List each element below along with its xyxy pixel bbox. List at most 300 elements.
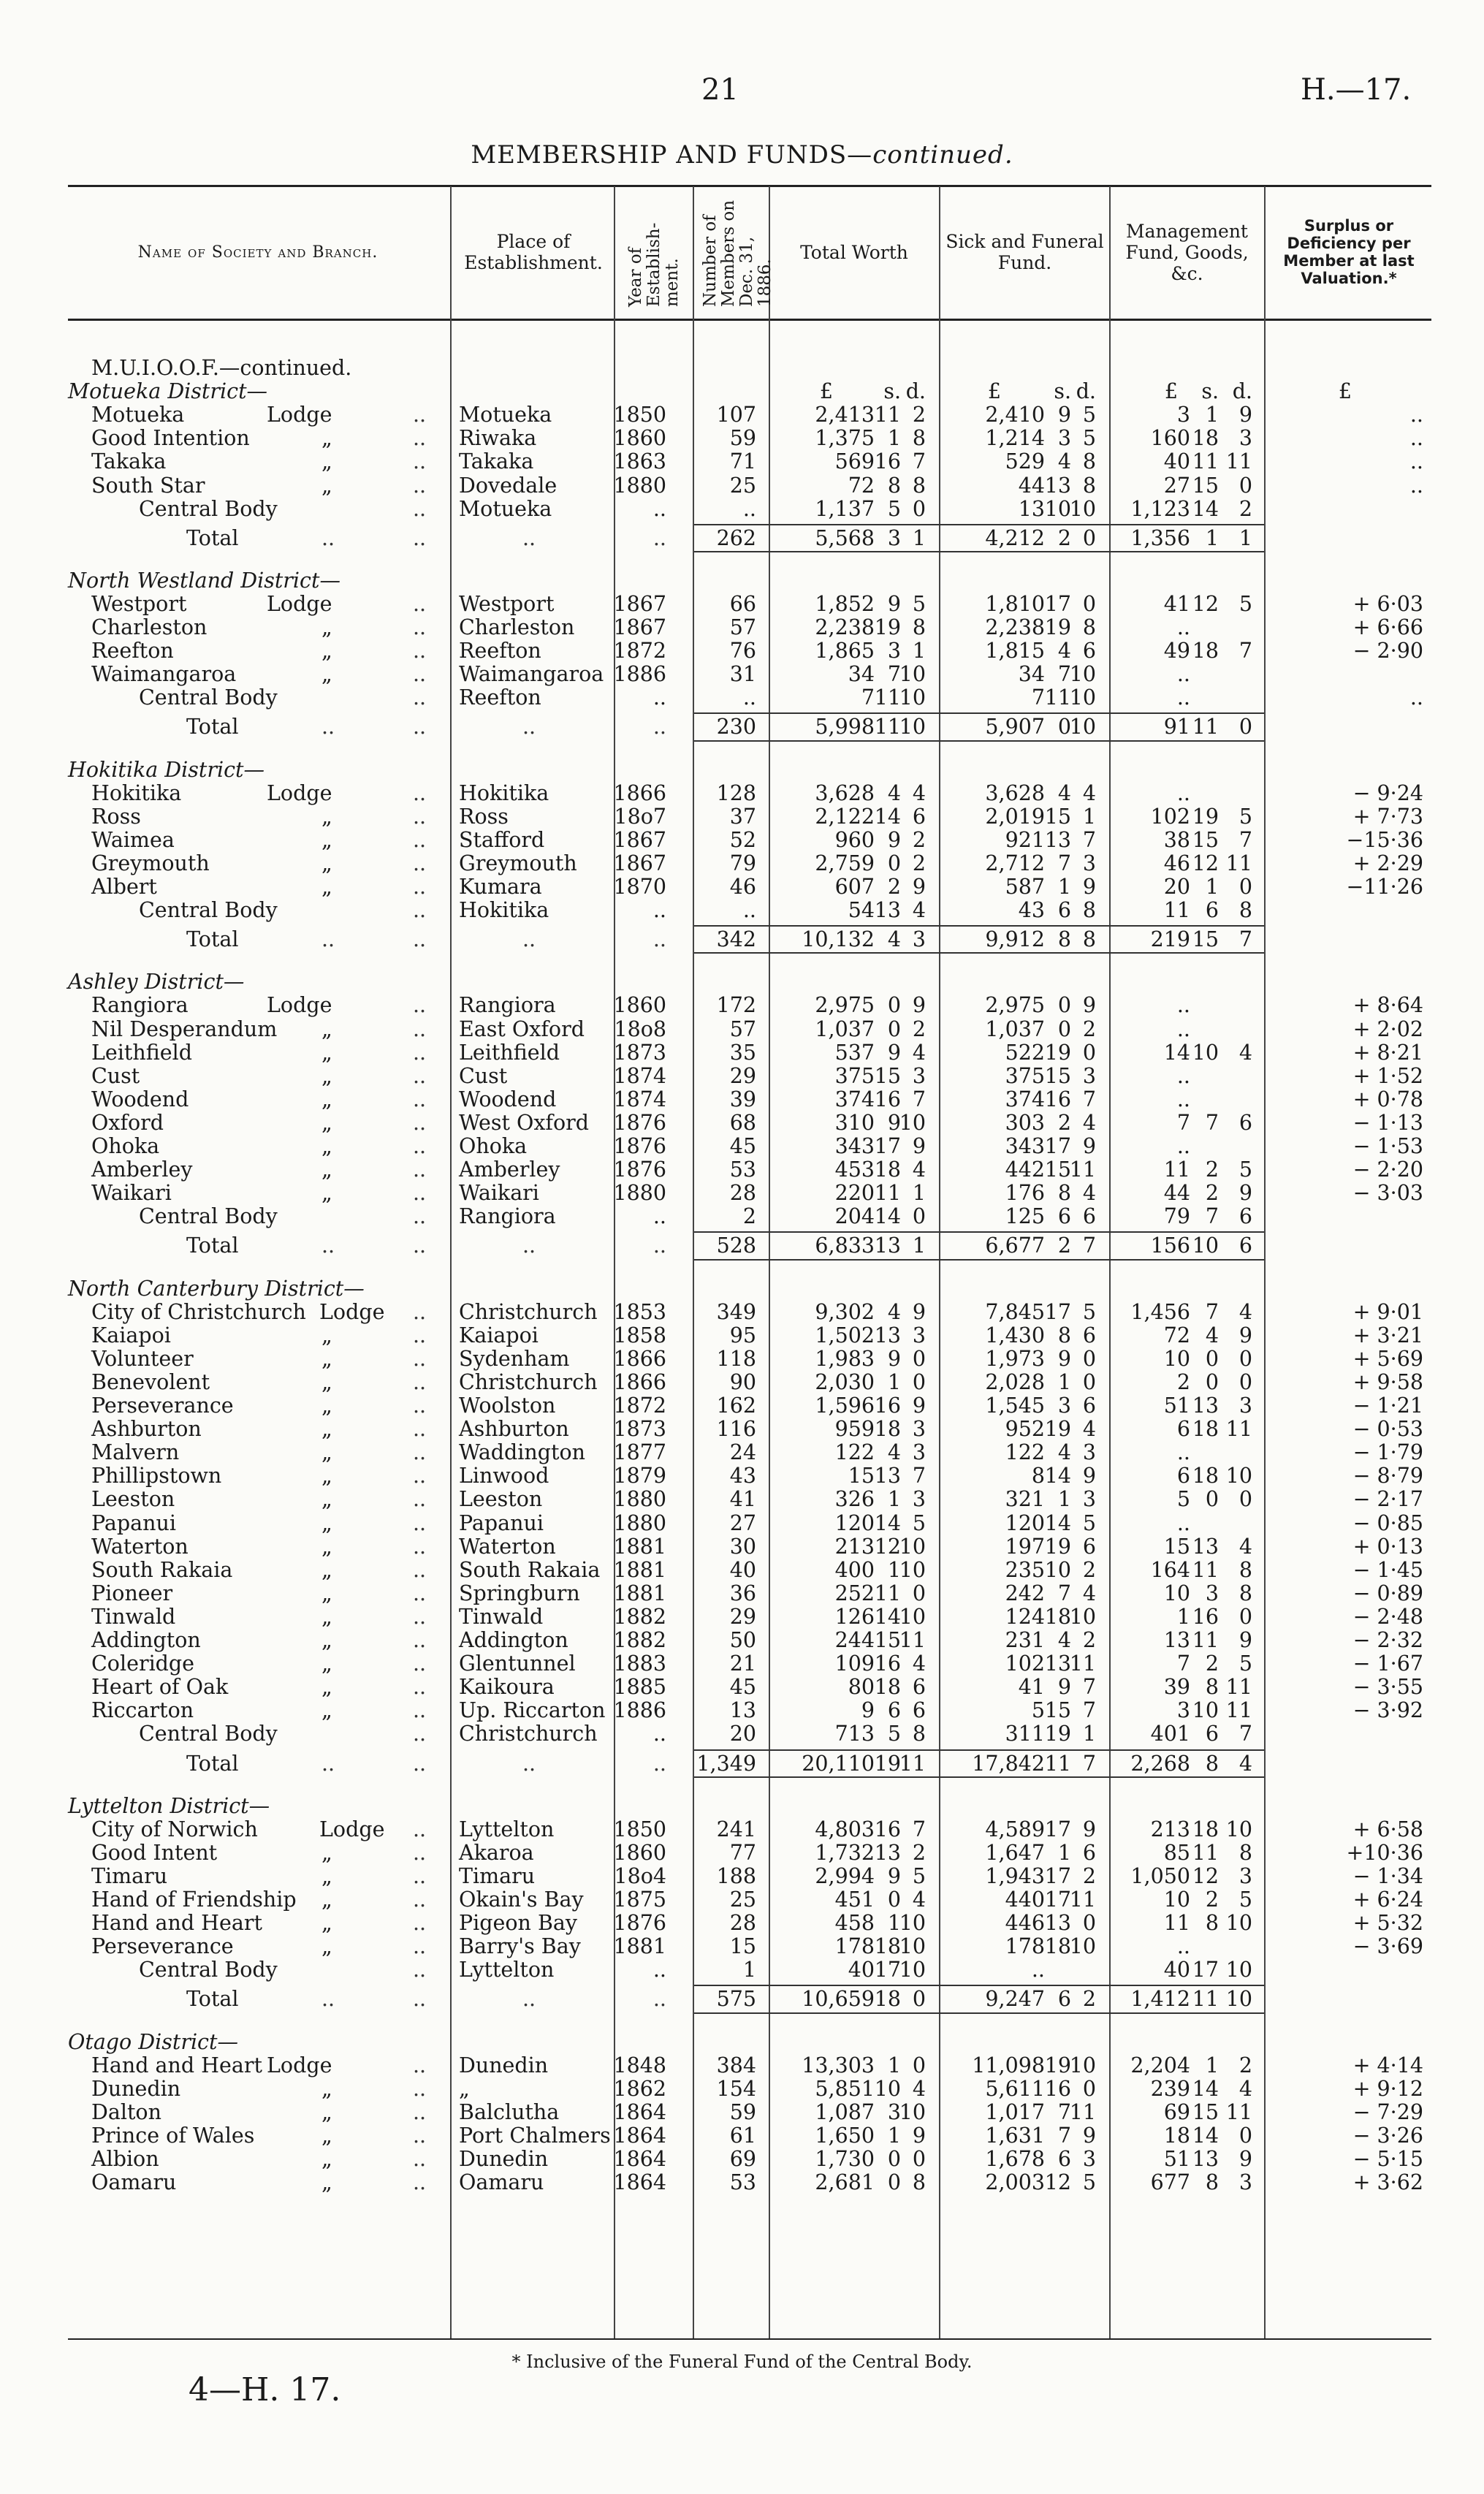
leader-dots: .. [413, 804, 427, 829]
branch-name: Pioneer [91, 1581, 173, 1605]
table-row [0, 851, 1484, 875]
worth-s-symbol: s. [883, 379, 901, 404]
leader-dots: .. [413, 1299, 427, 1324]
year: 1881 [613, 1581, 666, 1605]
sick-pounds: 43 [1018, 898, 1045, 923]
surplus: + 6·24 [1352, 1887, 1423, 1912]
surplus: + 8·21 [1352, 1040, 1423, 1065]
table-row [0, 1204, 1484, 1228]
worth-pence: 11 [899, 1628, 926, 1652]
worth-pence: 0 [912, 496, 926, 521]
place: Amberley [459, 1157, 560, 1182]
members: 71 [729, 449, 756, 474]
members: 241 [716, 1817, 756, 1841]
place: Woolston [459, 1394, 556, 1418]
leader-dots: .. [413, 639, 427, 664]
mgmt-pounds: 69 [1163, 2099, 1190, 2124]
mgmt-pounds: 39 [1163, 1675, 1190, 1700]
members: 21 [729, 1651, 756, 1676]
sick-pence: 8 [1082, 449, 1096, 474]
place: Stafford [459, 827, 545, 852]
worth-shillings: 1 [887, 1557, 901, 1582]
mgmt-shillings: 2 [1205, 1157, 1219, 1182]
total-sick-pounds: 4,212 [985, 525, 1045, 550]
sick-pounds: 122 [1005, 1440, 1045, 1465]
title-main: MEMBERSHIP AND FUNDS— [471, 140, 873, 170]
place: Takaka [459, 449, 534, 474]
mgmt-pence: 6 [1238, 1204, 1252, 1229]
worth-pence: 0 [912, 1581, 926, 1605]
table-row [0, 1370, 1484, 1394]
total-label: Total [186, 715, 239, 740]
sick-d-symbol: d. [1076, 379, 1096, 404]
total-row [0, 526, 1484, 550]
year: 1881 [613, 1534, 666, 1559]
total-worth-pence: 1 [912, 525, 926, 550]
mgmt-pence: 11 [1225, 1698, 1252, 1723]
mgmt-shillings: 11 [1192, 1557, 1219, 1582]
mgmt-d-symbol: d. [1232, 379, 1252, 404]
branch-name: Perseverance [91, 1394, 234, 1418]
district-heading: Hokitika District— [68, 757, 265, 782]
year: 18o4 [614, 1863, 666, 1888]
worth-pence: 5 [912, 591, 926, 616]
leader-dots: .. [413, 780, 427, 805]
leader-dots: .. [522, 1751, 536, 1776]
sick-pounds: 7,845 [985, 1299, 1045, 1324]
sick-shillings: 19 [1044, 2053, 1071, 2077]
total-members: 342 [716, 927, 756, 952]
branch-name: Albion [91, 2147, 159, 2171]
year: 1860 [613, 1840, 666, 1865]
members: 52 [729, 827, 756, 852]
mgmt-shillings: 1 [1205, 403, 1219, 427]
sick-shillings: 12 [1044, 2170, 1071, 2195]
year: 18o7 [614, 804, 666, 829]
branch-name: Charleston [91, 615, 208, 639]
surplus: − 5·15 [1352, 2147, 1423, 2171]
total-mgmt-pounds: 1,412 [1130, 1987, 1190, 2012]
mgmt-pence: 10 [1225, 1464, 1252, 1489]
district-heading-row [0, 2030, 1484, 2053]
worth-pence: 8 [912, 615, 926, 639]
table-row [0, 403, 1484, 426]
worth-shillings: 1 [887, 426, 901, 451]
sick-pence: 3 [1082, 1063, 1096, 1088]
table-row [0, 1722, 1484, 1745]
worth-pence: 2 [912, 1840, 926, 1865]
mgmt-shillings: 4 [1205, 1323, 1219, 1347]
sick-shillings: 13 [1044, 827, 1071, 852]
header-surplus: Surplus or Deficiency per Member at last Valuation.* [1283, 217, 1415, 287]
worth-shillings: 18 [874, 1417, 901, 1442]
total-label: Total [186, 525, 239, 550]
worth-pence: 2 [912, 1016, 926, 1041]
sick-shillings: 3 [1057, 426, 1071, 451]
worth-shillings: 0 [887, 851, 901, 875]
year: 1885 [613, 1675, 666, 1700]
table-row [0, 1041, 1484, 1064]
year: 1880 [613, 1181, 666, 1206]
worth-pounds: 458 [834, 1911, 875, 1936]
mgmt-pence: 2 [1238, 2053, 1252, 2077]
lodge-label: „ [321, 1440, 332, 1465]
mgmt-pounds: 10 [1163, 1581, 1190, 1605]
worth-pence: 7 [912, 1464, 926, 1489]
lodge-label: „ [321, 1934, 332, 1959]
members: 79 [729, 851, 756, 875]
branch-name: Perseverance [91, 1934, 234, 1959]
lodge-label: „ [321, 1346, 332, 1371]
table-row [0, 1864, 1484, 1887]
worth-pence: 2 [912, 851, 926, 875]
members: 188 [716, 1863, 756, 1888]
place: Westport [459, 591, 555, 616]
mgmt-pounds: 40 [1163, 1958, 1190, 1982]
district-heading-row [0, 970, 1484, 993]
total-row [0, 1987, 1484, 2010]
branch-name: Hand and Heart [91, 2053, 262, 2077]
table-row [0, 1511, 1484, 1535]
worth-shillings: 9 [887, 1040, 901, 1065]
mgmt-pence: 11 [1225, 2099, 1252, 2124]
sick-pence: 2 [1082, 1628, 1096, 1652]
worth-pounds: 1,732 [815, 1840, 875, 1865]
worth-pence: 0 [912, 1204, 926, 1229]
mgmt-shillings: 2 [1205, 1887, 1219, 1912]
worth-shillings: 15 [874, 1063, 901, 1088]
place: Reefton [459, 685, 541, 710]
place: Glentunnel [459, 1651, 576, 1676]
sick-pounds: 2,410 [985, 403, 1045, 427]
leader-dots: .. [413, 1323, 427, 1347]
total-sick-pounds: 9,912 [985, 927, 1045, 952]
mgmt-pounds: 10 [1163, 1346, 1190, 1371]
mgmt-pence: 11 [1225, 1675, 1252, 1700]
sick-pounds: 120 [1005, 1510, 1045, 1535]
lodge-label: „ [321, 473, 332, 498]
mgmt-pounds: 102 [1150, 804, 1190, 829]
surplus: − 3·26 [1352, 2123, 1423, 2148]
members: 28 [729, 1181, 756, 1206]
surplus-pound-symbol: £ [1338, 379, 1352, 404]
sick-shillings: 4 [1057, 780, 1071, 805]
mgmt-pounds: .. [1176, 615, 1190, 639]
worth-pounds: 1,730 [815, 2147, 875, 2171]
surplus: + 3·21 [1352, 1323, 1423, 1347]
mgmt-pounds: 1 [1176, 1604, 1190, 1629]
mgmt-pounds: 46 [1163, 851, 1190, 875]
sick-shillings: 9 [1057, 403, 1071, 427]
surplus: + 2·02 [1352, 1016, 1423, 1041]
place: Kumara [459, 875, 542, 899]
total-row [0, 1233, 1484, 1257]
worth-pence: 4 [912, 2076, 926, 2101]
members: .. [742, 685, 756, 710]
year: 1867 [613, 615, 666, 639]
total-separator [694, 1259, 1264, 1261]
mgmt-pounds: 401 [1150, 1722, 1190, 1746]
sick-shillings: 8 [1057, 1181, 1071, 1206]
leader-dots: .. [413, 1040, 427, 1065]
place: Hokitika [459, 780, 549, 805]
lodge-label: „ [321, 1911, 332, 1936]
total-mgmt-shillings: 11 [1192, 715, 1219, 740]
worth-shillings: 9 [887, 1863, 901, 1888]
worth-shillings: 15 [874, 1628, 901, 1652]
sick-pence: 5 [1082, 2170, 1096, 2195]
year: 1870 [613, 875, 666, 899]
place: Barry's Bay [459, 1934, 581, 1959]
worth-pounds: 1,865 [815, 639, 875, 664]
worth-shillings: 18 [874, 1934, 901, 1959]
total-worth-pounds: 10,659 [802, 1987, 875, 2012]
surplus: + 6·66 [1352, 615, 1423, 639]
sick-shillings: 7 [1057, 1581, 1071, 1605]
worth-pence: 3 [912, 1487, 926, 1512]
table-row [0, 1017, 1484, 1041]
members: 20 [729, 1722, 756, 1746]
leader-dots: .. [413, 1063, 427, 1088]
worth-pounds: 375 [834, 1063, 875, 1088]
surplus: + 9·01 [1352, 1299, 1423, 1324]
place: Waimangaroa [459, 662, 604, 687]
place: Kaikoura [459, 1675, 555, 1700]
mgmt-shillings: 1 [1205, 875, 1219, 899]
table-row [0, 1087, 1484, 1111]
place: Riwaka [459, 426, 537, 451]
mgmt-pounds: 6 [1176, 1417, 1190, 1442]
worth-shillings: 19 [874, 615, 901, 639]
members: 2 [742, 1204, 756, 1229]
branch-name: Albert [91, 875, 157, 899]
branch-name: Ross [91, 804, 141, 829]
sick-pounds: 303 [1005, 1110, 1045, 1135]
leader-dots: .. [413, 1087, 427, 1111]
members: 27 [729, 1510, 756, 1535]
sick-pounds: 41 [1018, 1675, 1045, 1700]
lodge-label: Lodge [267, 2053, 332, 2077]
worth-shillings: 4 [887, 1299, 901, 1324]
surplus: − 3·55 [1352, 1675, 1423, 1700]
worth-pence: 0 [912, 2147, 926, 2171]
sick-pounds: 2,019 [985, 804, 1045, 829]
worth-pence: 10 [899, 685, 926, 710]
lodge-label: „ [321, 639, 332, 664]
leader-dots: .. [413, 591, 427, 616]
total-sick-shillings: 11 [1044, 1751, 1071, 1776]
place: Addington [459, 1628, 568, 1652]
members: 15 [729, 1934, 756, 1959]
leader-dots: .. [413, 1751, 427, 1776]
leader-dots: .. [413, 1204, 427, 1229]
mgmt-shillings: 15 [1192, 827, 1219, 852]
members: 107 [716, 403, 756, 427]
mgmt-pence: 9 [1238, 1628, 1252, 1652]
table-row [0, 1651, 1484, 1675]
sick-shillings: 15 [1044, 804, 1071, 829]
members: 43 [729, 1464, 756, 1489]
table-row [0, 1323, 1484, 1347]
branch-name: Hand and Heart [91, 1911, 262, 1936]
sick-shillings: 16 [1044, 1087, 1071, 1111]
worth-pounds: 15 [848, 1464, 875, 1489]
members: 61 [729, 2123, 756, 2148]
mgmt-pounds: .. [1176, 685, 1190, 710]
district-heading: Motueka District— [68, 379, 268, 404]
branch-name: Leithfield [91, 1040, 192, 1065]
worth-shillings: 1 [887, 1487, 901, 1512]
worth-pence: 4 [912, 1651, 926, 1676]
lodge-label: „ [321, 1604, 332, 1629]
worth-d-symbol: d. [905, 379, 926, 404]
worth-pounds: 2,759 [815, 851, 875, 875]
sick-pounds: 124 [1005, 1604, 1045, 1629]
mgmt-shillings: 14 [1192, 496, 1219, 521]
table-row [0, 2147, 1484, 2170]
year: 1876 [613, 1110, 666, 1135]
surplus: −11·26 [1346, 875, 1423, 899]
branch-name: Waikari [91, 1181, 172, 1206]
sick-pounds: 102 [1005, 1651, 1045, 1676]
sick-pence: 0 [1082, 1040, 1096, 1065]
total-worth-pence: 11 [899, 1751, 926, 1776]
surplus: + 2·29 [1352, 851, 1423, 875]
place: Papanui [459, 1510, 544, 1535]
mgmt-shillings: 17 [1192, 1958, 1219, 1982]
surplus: − 2·17 [1352, 1487, 1423, 1512]
place: Charleston [459, 615, 575, 639]
total-sick-shillings: 6 [1057, 1987, 1071, 2012]
mgmt-pounds: 1,456 [1130, 1299, 1190, 1324]
sick-pounds: 2,028 [985, 1369, 1045, 1394]
mgmt-shillings: 7 [1205, 1299, 1219, 1324]
mgmt-pence: 4 [1238, 1299, 1252, 1324]
total-worth-shillings: 4 [887, 927, 901, 952]
worth-shillings: 3 [887, 639, 901, 664]
branch-name: Phillipstown [91, 1464, 222, 1489]
leader-dots: .. [413, 449, 427, 474]
sick-shillings: 7 [1057, 851, 1071, 875]
worth-shillings: 0 [887, 1016, 901, 1041]
lodge-label: „ [321, 1016, 332, 1041]
footer-code: 4—H. 17. [189, 2371, 341, 2409]
sick-shillings: 15 [1044, 1698, 1071, 1723]
total-mgmt-pence: 10 [1225, 1987, 1252, 2012]
mgmt-pence: 8 [1238, 1557, 1252, 1582]
mgmt-shillings: 18 [1192, 1464, 1219, 1489]
table-row [0, 1181, 1484, 1204]
branch-name: Central Body [139, 1958, 278, 1982]
table-row [0, 1111, 1484, 1134]
sick-shillings: 2 [1057, 1110, 1071, 1135]
place: Ross [459, 804, 509, 829]
branch-name: Rangiora [91, 993, 189, 1018]
worth-pence: 10 [899, 662, 926, 687]
table-row [0, 1934, 1484, 1958]
place: South Rakaia [459, 1557, 601, 1582]
leader-dots: .. [522, 927, 536, 952]
members: 57 [729, 615, 756, 639]
worth-shillings: 16 [874, 449, 901, 474]
sick-s-symbol: s. [1054, 379, 1071, 404]
mgmt-pence: 0 [1238, 1346, 1252, 1371]
table-row [0, 1698, 1484, 1722]
table-row [0, 1464, 1484, 1487]
sick-pounds: 178 [1005, 1934, 1045, 1959]
branch-name: Kaiapoi [91, 1323, 171, 1347]
sick-shillings: 17 [1044, 1817, 1071, 1841]
mgmt-pounds: 51 [1163, 1394, 1190, 1418]
leader-dots: .. [413, 1887, 427, 1912]
sick-shillings: 13 [1044, 473, 1071, 498]
leader-dots: .. [413, 1604, 427, 1629]
worth-shillings: 5 [887, 1722, 901, 1746]
district-heading: Otago District— [68, 2029, 238, 2054]
members: 90 [729, 1369, 756, 1394]
worth-pence: 5 [912, 1863, 926, 1888]
sick-shillings: 9 [1057, 1675, 1071, 1700]
place: Dunedin [459, 2053, 549, 2077]
total-members: 230 [716, 715, 756, 740]
lodge-label: Lodge [267, 403, 332, 427]
year: 1860 [613, 993, 666, 1018]
header-members-text: Number of Members on Dec. 31, 1886. [701, 199, 775, 307]
table-title [0, 140, 1484, 170]
total-separator [694, 1231, 1264, 1233]
leader-dots: .. [413, 1581, 427, 1605]
leader-dots: .. [413, 927, 427, 952]
leader-dots: .. [652, 525, 666, 550]
lodge-label: „ [321, 1394, 332, 1418]
worth-shillings: 9 [887, 1346, 901, 1371]
sick-pence: 5 [1082, 426, 1096, 451]
lodge-label: „ [321, 662, 332, 687]
leader-dots: .. [321, 927, 335, 952]
sick-pounds: 1,037 [985, 1016, 1045, 1041]
place: Lyttelton [459, 1817, 555, 1841]
place: Waddington [459, 1440, 585, 1465]
leader-dots: .. [413, 403, 427, 427]
year: .. [652, 685, 666, 710]
worth-pence: 6 [912, 804, 926, 829]
mgmt-shillings: 0 [1205, 1346, 1219, 1371]
leader-dots: .. [413, 615, 427, 639]
branch-name: City of Christchurch [91, 1299, 306, 1324]
table-row [0, 615, 1484, 639]
sick-pounds: 1,678 [985, 2147, 1045, 2171]
mgmt-pounds: 18 [1163, 2123, 1190, 2148]
branch-name: Reefton [91, 639, 174, 664]
lodge-label: „ [321, 1534, 332, 1559]
sick-shillings: 7 [1057, 2099, 1071, 2124]
branch-name: Timaru [91, 1863, 168, 1888]
mgmt-pence: 3 [1238, 426, 1252, 451]
worth-shillings: 17 [874, 1958, 901, 1982]
worth-shillings: 5 [887, 496, 901, 521]
table-row [0, 1157, 1484, 1181]
place: Rangiora [459, 993, 556, 1018]
lodge-label: Lodge [267, 780, 332, 805]
lodge-label: „ [321, 1323, 332, 1347]
total-worth-pence: 3 [912, 927, 926, 952]
lodge-label: „ [321, 1063, 332, 1088]
surplus: − 7·29 [1352, 2099, 1423, 2124]
surplus: + 6·58 [1352, 1817, 1423, 1841]
mgmt-pounds: 20 [1163, 875, 1190, 899]
members: 53 [729, 1157, 756, 1182]
surplus: − 2·48 [1352, 1604, 1423, 1629]
